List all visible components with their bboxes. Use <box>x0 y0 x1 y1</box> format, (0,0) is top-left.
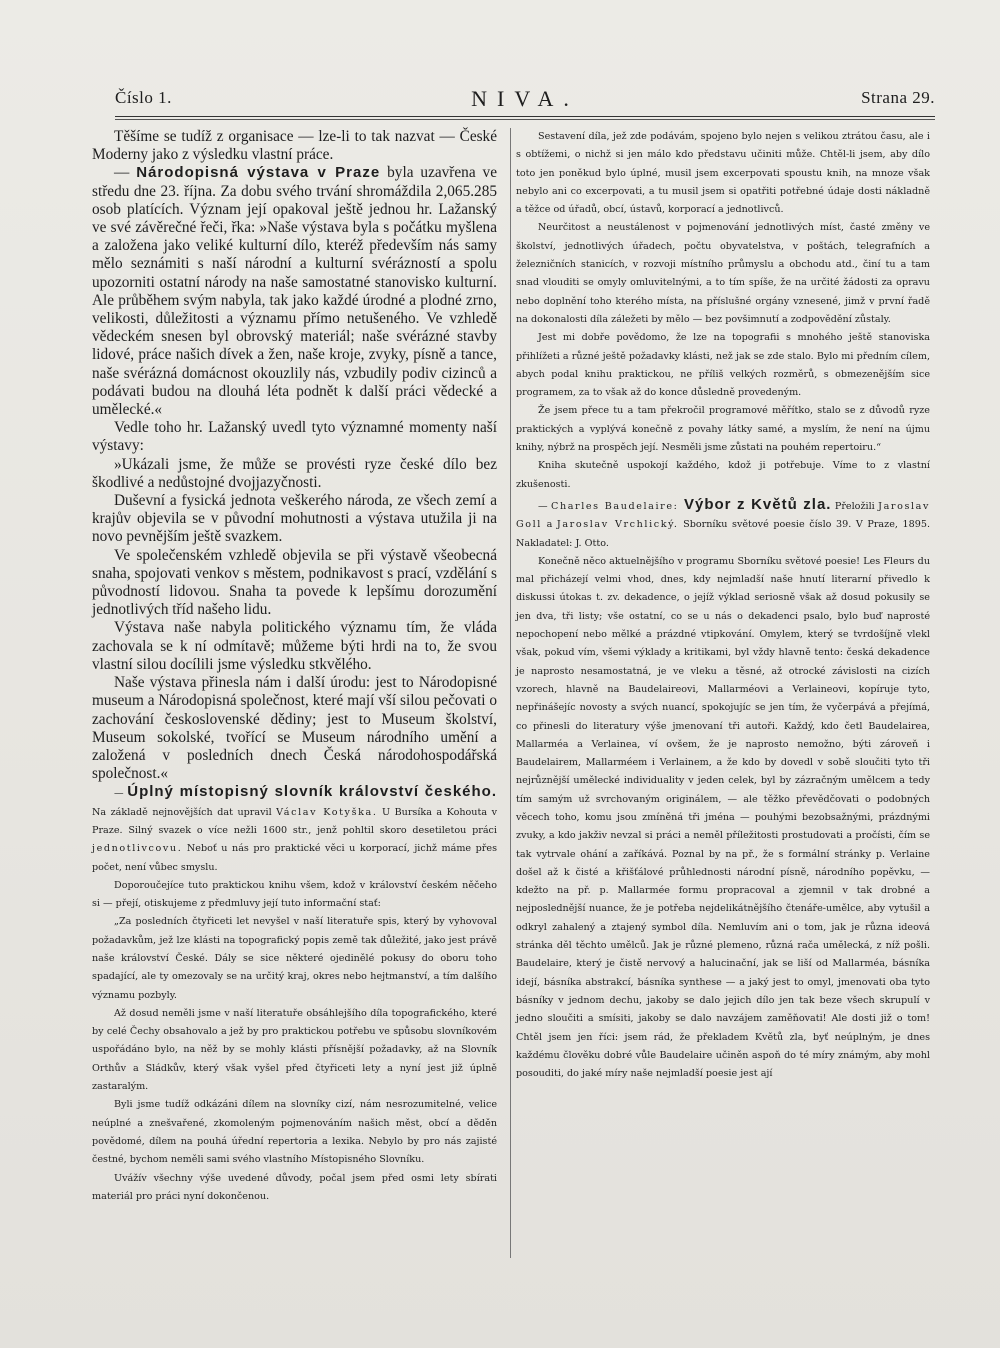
paragraph: Těšíme se tudíž z organisace — lze-li to tak nazvat — České Moderny jako z výsledku vlastní práce. <box>92 128 497 164</box>
paragraph: „Za posledních čtyřiceti let nevyšel v naší literatuře spis, který by vyhovoval požadavkům, jež lze klásti na topografický popis země tak důležité, jako jest právě naše království České. Dály se sice některé ojedinělé pokusy do oboru toho spadající, ale ty omezovaly se na určitý kraj, okres nebo hejtmanství, a tím dalšího významu pozbyly. <box>92 916 497 1001</box>
paragraph-exhibition <box>92 164 497 419</box>
header-rule <box>115 116 935 120</box>
section-heading-exhibition: Národopisná výstava v Praze <box>136 164 381 182</box>
paragraph: Duševní a fysická jednota veškerého národa, ze všech zemí a krajův objevila se v původní mohutnosti a výstava utužila ji na novo pevnějším ještě svazkem. <box>92 492 497 546</box>
paragraph: Že jsem přece tu a tam překročil programové měřítko, stalo se z důvodů ryze praktických a vyplývá konečně z povahy látky samé, a myslím, že není na újmu knihy, nýbrž na prospěch její. Nesměli jsme zůstati na pouhém repertoiru.“ <box>516 405 930 454</box>
section-heading-dictionary: Úplný místopisný slovník království českého. <box>127 783 497 801</box>
paragraph: Naše výstava přinesla nám i další úrodu: jest to Národopisné museum a Národopisná společnost, které mají vší silou pečovati o zachování československé dědiny; jest to Museum školství, Museum sokolské, tvořící se Museum národního umění a založená v posledních dnech Česká národohospodářská společnost.« <box>92 674 497 783</box>
paragraph-text: U Bursíka a Kohouta v Praze. Silný svazek o více nežli 1600 str., jenž pohltil skoro desetiletou práci <box>92 806 497 836</box>
paragraph: Jest mi dobře povědomo, že lze na topografii s mnohého ještě stanoviska přihlížeti a různé ještě požadavky klásti, než jak se zde stalo. Bylo mi předním cílem, abych podal knihu praktickou, ne příliš velkých rozměrů, s obmezenějším sice programem, za to však až do konce důsledně provedeným. <box>516 332 930 399</box>
column-divider <box>510 128 511 1258</box>
paragraph: Uvážív všechny výše uvedené důvody, počal jsem před osmi lety sbírati materiál pro práci nyní dokončenou. <box>92 1172 497 1202</box>
paragraph: Kniha skutečně uspokojí každého, kdož ji potřebuje. Víme to z vlastní zkušenosti. <box>516 460 930 490</box>
paragraph-text: byla uzavřena ve středu dne 23. října. Za dobu svého trvání shromáždila 2,065.285 osob platících. Význam její opakoval ještě jednou hr. Lažanský ve své závěrečné řeči, řka: »Naše výstava byla s počátku myšlena a založena jako veliké kulturní dílo, kteréž především nás samy mělo seznámiti s naší národní a kulturní svérázností a spolu upozorniti ostatní národy na naše samostatné stanovisko kulturní. Ale průběhem svým nabyla, tak jako každé úrodné a plodné zrno, velikosti, důležitosti a významu přímo netušeného. Ve vzhledě vědeckém snesen byl obrovský materiál; naše svérázné stavby lidové, práce našich dívek a žen, naše kroje, zvyky, písně a tance, naše svérázná domácnost okouzlily nás, vzbudily podiv cizinců a podávati budou na dlouhá léta podnět k další práci vědecké a umělecké.« <box>92 164 497 419</box>
paragraph-text: Přeložili <box>831 500 879 512</box>
paragraph: Až dosud neměli jsme v naší literatuře obsáhlejšího díla topografického, které by celé Čechy obsahovalo a jež by pro praktickou potřebu ve spůsobu slovníkovém uspořádáno bylo, na něž by se mohly klásti přísnější požadavky, až na Slovník Orthův a Sládkův, který však vyšel před čtyřiceti lety a nyní jest již úplně zastaralým. <box>92 1007 497 1093</box>
right-column <box>516 128 930 1083</box>
paragraph: Sestavení díla, jež zde podávám, spojeno bylo nejen s velikou ztrátou času, ale i s obtížemi, o nichž si jen málo kdo představu učiniti může. Chtěl-li jsem, aby dílo toto jen poněkud bylo úplné, musil jsem excerpovati spoustu knih, na mnoze však nebylo ani co excerpovati, a tu musil jsem si opatřiti potřebné údaje dosti nákladně a těžce od úřadů, obcí, ústavů, korporací a jednotlivců. <box>516 131 930 216</box>
paragraph-text: Sborníku světové poesie číslo 39. V Praze, 1895. Nakladatel: J. Otto. <box>516 519 930 549</box>
translator-name: Jaroslav Vrchlický. <box>556 519 679 531</box>
author-name: Václav Kotyška. <box>276 806 378 818</box>
paragraph-text: a <box>541 519 557 531</box>
paragraph: Výstava naše nabyla politického významu tím, že vláda zachovala se k ní odmítavě; můžeme býti hrdi na to, že svou vlastní silou docílili jsme výsledku stkvělého. <box>92 619 497 673</box>
dash: — <box>114 788 128 800</box>
page-number: Strana 29. <box>861 88 935 107</box>
paragraph-text: Neboť u nás pro praktické věci u korporací, jichž máme přes počet, není vůbec smyslu. <box>92 843 497 873</box>
left-column <box>92 128 497 1206</box>
paragraph-dictionary <box>92 783 497 876</box>
section-heading-baudelaire: Výbor z Květů zla. <box>678 495 832 513</box>
dash: — <box>538 500 552 512</box>
journal-title: NIVA. <box>471 86 579 111</box>
paragraph: Vedle toho hr. Lažanský uvedl tyto významné momenty naší výstavy: <box>92 419 497 455</box>
paragraph: Konečně něco aktuelnějšího v programu Sborníku světové poesie! Les Fleurs du mal přicházejí velmi vhod, dnes, kdy nejmladší naše hnutí literarní přivedlo k diskussi útokas t. zv. dekadence, o jejíž výklad seriosně však až dosud pokusily se jen dva, tři listy; vše ostatní, co se u nás o dekadenci psalo, bylo buď naprosté nepochopení nebo mělké a prázdné vtipkování. Omylem, který se tvrdošíjně vlekl však, pokud vím, všemi výklady a kritikami, byl vždy hlavně tento: česká dekadence je naprosto nesamostatná, je ve vleku a těsné, až otrocké závislosti na cizích vzorech, hlavně na Baudelaireovi, Mallarméovi a Verlaineovi, kopíruje tyto, nepřinášejíc novosty a svých nuancí, spokojujíc se jen tím, že vyčerpává a přejímá, co přinesli do literatury výše jmenovaní tři autoři. Každý, kdo četl Baudelairea, Mallarméa a Verlainea, ví ovšem, že je naprosto nemožno, býti zároveň i Baudelairem, Mallarméem i Verlainem, a že kdo by dovedl v sobě sloučiti tyto tři nejrůznější umělecké individuality v jeden celek, byl by zázračným umělcem a tedy tím samým už svrchovaným originálem, — ale těžko převědčovati o podobných věcech toho, komu jsou zmíněná tři jména — pouhými bezobsažnými, prázdnými zvuky, a kdo jakživ nevzal si práci a neměl příležitosti prostudovati a pročísti, čím se tak vytrvale ohání a zaříkává. Poznal by na př., že s formální stránky p. Verlaine došel až k čisté a křišťálové průhlednosti národní písně, národního popěvku, — kdežto na př. p. Mallarmée formu propracoval a zjemnil v tak drobné a nejposlednější nuance, že je potřeba nejdelikátnějšího čtenáře-umělce, aby vytušil a odkryl zahalený a ztajený symbol díla. Nemluvím ani o tom, jak je různa ideová stránka děl těchto umělců. Jak je různé plemeno, různá rača umělecká, z níž pošli. Baudelaire, který je čistě nervový a halucinační, jak se liší od Mallarméa, básníka idejí, básníka abstrakcí, básníka synthese — a jaký jest to omyl, jmenovati oba tyto básníky v jednom dechu, jakoby se dalo jejich dílo jen tak beze všech skrupulí v jedno sloučiti a smísiti, jakoby se dalo navzájem zaměňovati! Ale dosti již o tom! Chtěl jsem jen říci: jsem rád, že překladem Květů zla, byť neúplným, je dnes každému člověku dobré vůle Baudelaire učiněn aspoň do té míry známým, aby mohl posouditi, do jaké míry naše nejmladší poesie jest ají <box>516 555 930 1080</box>
author-name: Charles Baudelaire: <box>551 500 679 512</box>
translator-name: Jaroslav Goll <box>516 500 930 531</box>
running-header <box>115 86 935 116</box>
paragraph: Neurčitost a neustálenost v pojmenování jednotlivých míst, časté změny ve školství, jednotlivých úřadech, počtu obyvatelstva, v poštách, telegrafních a železničních stanicích, v rozvoji místního průmyslu a obchodu atd., činí tu a tam snad vlouditi se omyly omluvitelnými, a to tím spíše, že na určité žádosti za opravu nebo doplnění toho kterého místa, na příslušné orgány vznesené, jimž v první řadě na dokonalosti díla záležeti by mělo — bez povšimnutí a zodpovědění zůstaly. <box>516 222 930 325</box>
emphasized-word: jednotlivcovu. <box>92 843 183 855</box>
paragraph: Byli jsme tudíž odkázáni dílem na slovníky cizí, nám nesrozumitelné, velice neúplné a znešvařené, zkomoleným pojmenováním našich měst, obcí a děděn povědomé, dílem na pouhá úřední repertoria a lexika. Nebylo by pro nás zajisté čestné, bychom neměli sami svého vlastního Místopisného Slovníku. <box>92 1099 497 1166</box>
paragraph: Ve společenském vzhledě objevila se při výstavě všeobecná snaha, spojovati venkov s městem, podnikavost s prací, vzdělání s původností lidovou. Snaha ta povede k lepšímu dorozumění jednotlivých tříd našeho lidu. <box>92 546 497 619</box>
paragraph-baudelaire <box>516 496 930 553</box>
paragraph: Doporoučejíce tuto praktickou knihu všem, kdož v království českém něčeho si — přejí, otiskujeme z předmluvy její tuto informační stať: <box>92 879 497 910</box>
paragraph-text: Na základě nejnovějších dat upravil <box>92 806 277 818</box>
paragraph: »Ukázali jsme, že může se provésti ryze české dílo bez škodlivé a nedůstojné dvojjazyčnosti. <box>92 455 497 491</box>
dash: — <box>114 164 137 182</box>
issue-number: Číslo 1. <box>115 88 172 107</box>
